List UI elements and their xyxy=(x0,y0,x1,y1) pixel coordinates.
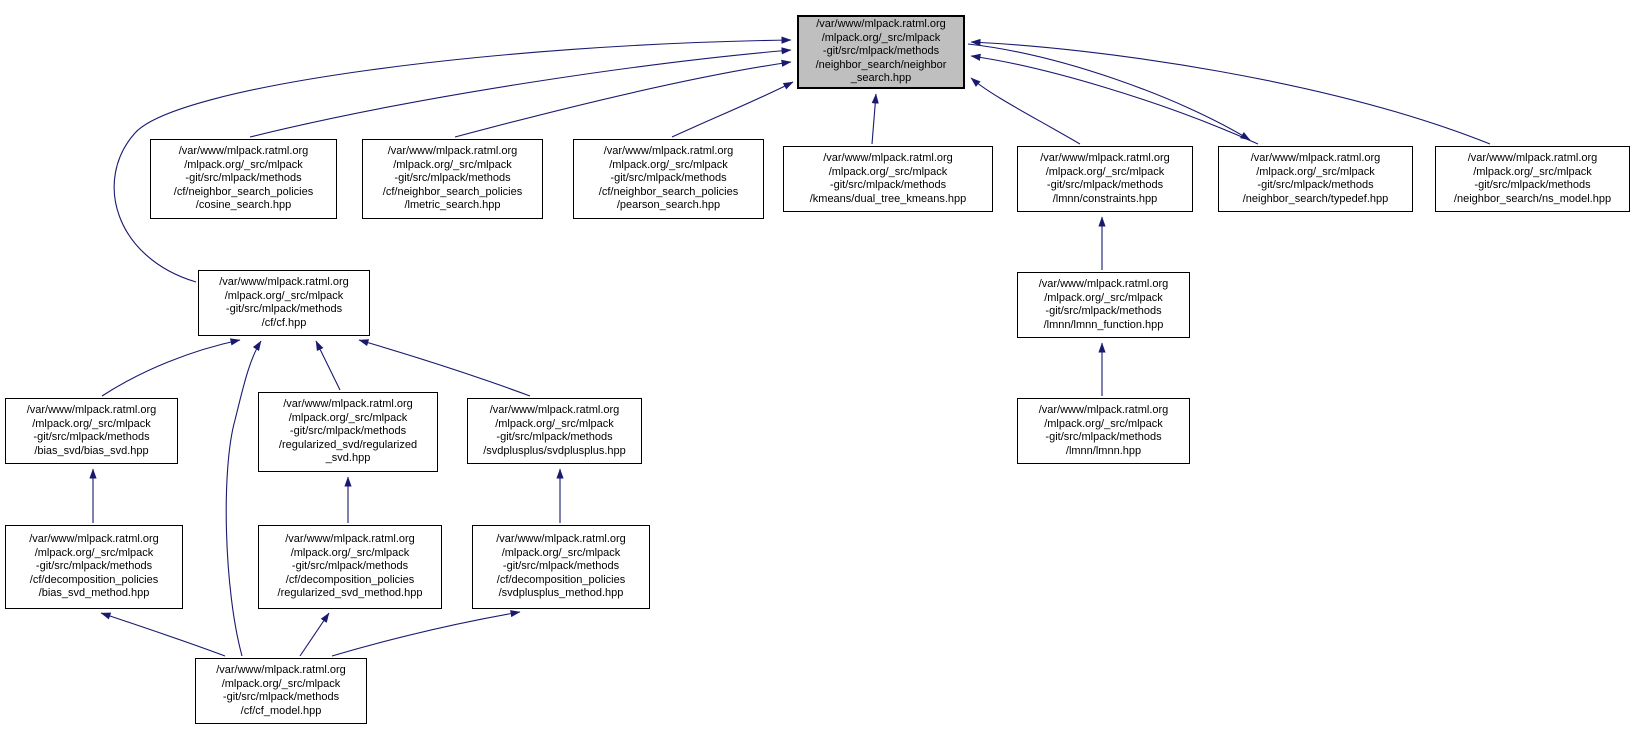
edge-ns_model--neighbor_search xyxy=(971,42,1490,144)
node-label-line: /svdplusplus/svdplusplus.hpp xyxy=(483,444,626,457)
node-label-line: /svdplusplus_method.hpp xyxy=(498,587,624,600)
node-label-line: /mlpack.org/_src/mlpack xyxy=(184,158,303,171)
node-label-line: /cosine_search.hpp xyxy=(195,199,292,212)
node-label-line: /var/www/mlpack.ratml.org xyxy=(496,533,626,546)
node-label-line: -git/src/mlpack/methods xyxy=(1257,179,1374,191)
node-label-line: /neighbor_search/neighbor xyxy=(815,58,947,71)
node-label-line: /bias_svd_method.hpp xyxy=(38,587,150,600)
node-label-line: /mlpack.org/_src/mlpack xyxy=(1473,165,1592,178)
node-label-line: /mlpack.org/_src/mlpack xyxy=(495,417,614,430)
node-label-line: /mlpack.org/_src/mlpack xyxy=(1045,165,1165,178)
graph-node-cf_model[interactable] xyxy=(195,658,367,724)
node-label-line: -git/src/mlpack/methods xyxy=(610,172,727,185)
node-label-line: -git/src/mlpack/methods xyxy=(1046,179,1164,191)
node-label-line: /neighbor_search/ns_model.hpp xyxy=(1453,192,1612,205)
node-label-line: /var/www/mlpack.ratml.org xyxy=(1467,152,1598,164)
node-label-line: /mlpack.org/_src/mlpack xyxy=(821,31,941,44)
node-label-line: /var/www/mlpack.ratml.org xyxy=(285,533,415,546)
node-label-line: /mlpack.org/_src/mlpack xyxy=(34,546,154,559)
node-label-line: /var/www/mlpack.ratml.org xyxy=(823,152,953,164)
node-label-line: /var/www/mlpack.ratml.org xyxy=(489,404,620,416)
node-label-line: /cf/cf.hpp xyxy=(261,316,307,329)
node-label-line: /cf/decomposition_policies xyxy=(496,573,626,586)
edge-typedef--neighbor_search xyxy=(971,56,1258,144)
edge-pearson_search--neighbor_search xyxy=(672,82,793,137)
node-label-line: /var/www/mlpack.ratml.org xyxy=(1038,278,1169,290)
node-label-line: /mlpack.org/_src/mlpack xyxy=(1044,291,1163,304)
node-label-line: -git/src/mlpack/methods xyxy=(1474,179,1591,191)
graph-node-constraints[interactable] xyxy=(1017,146,1193,212)
node-label-line: /var/www/mlpack.ratml.org xyxy=(219,276,349,288)
node-label-line: /var/www/mlpack.ratml.org xyxy=(26,404,157,416)
node-label-line: -git/src/mlpack/methods xyxy=(502,560,620,573)
edge-cf_model--svdplusplus_method xyxy=(332,612,520,656)
node-label-line: /cf/decomposition_policies xyxy=(285,573,415,586)
node-label-line: /mlpack.org/_src/mlpack xyxy=(288,411,408,424)
node-label-line: /var/www/mlpack.ratml.org xyxy=(216,664,346,676)
node-label-line: /mlpack.org/_src/mlpack xyxy=(609,158,728,171)
node-label-line: /cf/neighbor_search_policies xyxy=(382,185,523,198)
node-label-line: -git/src/mlpack/methods xyxy=(829,179,947,191)
node-label-line: /regularized_svd/regularized xyxy=(278,438,418,451)
node-label-line: /mlpack.org/_src/mlpack xyxy=(32,417,151,430)
graph-node-pearson_search[interactable] xyxy=(573,139,764,219)
node-label-line: /neighbor_search/typedef.hpp xyxy=(1242,192,1389,205)
node-label-line: /var/www/mlpack.ratml.org xyxy=(1040,152,1170,164)
graph-node-regularized_svd_method[interactable] xyxy=(258,525,442,609)
edge-cf_model--cf xyxy=(226,341,261,656)
graph-node-ns_model[interactable] xyxy=(1435,146,1630,212)
graph-node-cf[interactable] xyxy=(198,270,370,336)
node-label-line: /mlpack.org/_src/mlpack xyxy=(221,677,341,690)
node-label-line: _search.hpp xyxy=(850,72,912,85)
node-label-line: /mlpack.org/_src/mlpack xyxy=(393,158,512,171)
node-label-line: -git/src/mlpack/methods xyxy=(291,560,409,573)
node-label-line: /mlpack.org/_src/mlpack xyxy=(1256,165,1375,178)
graph-node-lmnn[interactable] xyxy=(1017,398,1190,464)
edge-dual_tree_kmeans--neighbor_search xyxy=(872,94,876,144)
edge-cosine_search--neighbor_search xyxy=(250,50,791,137)
edge-regularized_svd--cf xyxy=(316,341,340,390)
node-label-line: /lmetric_search.hpp xyxy=(404,199,501,212)
node-label-line: /lmnn/lmnn.hpp xyxy=(1065,444,1142,457)
node-label-line: /kmeans/dual_tree_kmeans.hpp xyxy=(809,192,967,205)
graph-node-neighbor_search xyxy=(797,15,965,89)
node-label-line: /var/www/mlpack.ratml.org xyxy=(816,18,946,31)
node-label-line: /mlpack.org/_src/mlpack xyxy=(224,289,344,302)
node-label-line: _svd.hpp xyxy=(325,452,371,465)
node-label-line: /var/www/mlpack.ratml.org xyxy=(1038,404,1169,416)
edge-cf_model--regularized_svd_method xyxy=(300,613,329,656)
node-label-line: /bias_svd/bias_svd.hpp xyxy=(34,444,149,457)
node-label-line: /pearson_search.hpp xyxy=(616,199,721,212)
graph-node-cosine_search[interactable] xyxy=(150,139,337,219)
node-label-line: /cf/neighbor_search_policies xyxy=(598,185,739,198)
node-label-line: -git/src/mlpack/methods xyxy=(35,560,153,573)
node-label-line: /mlpack.org/_src/mlpack xyxy=(501,546,621,559)
node-label-line: -git/src/mlpack/methods xyxy=(822,45,940,58)
node-label-line: -git/src/mlpack/methods xyxy=(289,425,407,438)
edge-lmetric_search--neighbor_search xyxy=(455,62,791,137)
node-label-line: -git/src/mlpack/methods xyxy=(1045,305,1162,317)
node-label-line: /var/www/mlpack.ratml.org xyxy=(178,145,309,158)
node-label-line: /lmnn/lmnn_function.hpp xyxy=(1043,318,1164,331)
graph-node-lmnn_function[interactable] xyxy=(1017,272,1190,338)
edge-cf_model--bias_svd_method xyxy=(101,613,225,656)
graph-node-dual_tree_kmeans[interactable] xyxy=(783,146,993,212)
node-label-line: /cf/neighbor_search_policies xyxy=(173,185,314,198)
node-label-line: -git/src/mlpack/methods xyxy=(185,172,302,185)
node-label-line: -git/src/mlpack/methods xyxy=(394,172,511,185)
node-label-line: /var/www/mlpack.ratml.org xyxy=(603,145,734,158)
edge-neighbor_search--typedef xyxy=(968,44,1250,140)
node-label-line: /var/www/mlpack.ratml.org xyxy=(283,398,413,411)
node-label-line: -git/src/mlpack/methods xyxy=(1045,431,1162,443)
graph-node-bias_svd_method[interactable] xyxy=(5,525,183,609)
graph-node-typedef[interactable] xyxy=(1218,146,1413,212)
graph-node-svdplusplus_method[interactable] xyxy=(472,525,650,609)
node-label-line: /var/www/mlpack.ratml.org xyxy=(387,145,518,158)
edge-bias_svd--cf xyxy=(102,340,240,396)
node-label-line: -git/src/mlpack/methods xyxy=(222,691,340,703)
node-label-line: /var/www/mlpack.ratml.org xyxy=(29,533,159,546)
node-label-line: -git/src/mlpack/methods xyxy=(225,303,343,315)
graph-node-lmetric_search[interactable] xyxy=(362,139,543,219)
node-label-line: /mlpack.org/_src/mlpack xyxy=(1044,417,1163,430)
node-label-line: /var/www/mlpack.ratml.org xyxy=(1250,152,1381,164)
node-label-line: /mlpack.org/_src/mlpack xyxy=(290,546,410,559)
node-label-line: -git/src/mlpack/methods xyxy=(33,431,150,443)
node-label-line: /lmnn/constraints.hpp xyxy=(1052,192,1158,205)
node-label-line: /cf/decomposition_policies xyxy=(29,573,159,586)
node-label-line: /regularized_svd_method.hpp xyxy=(277,587,423,600)
graph-node-svdplusplus[interactable] xyxy=(467,398,642,464)
node-label-line: /mlpack.org/_src/mlpack xyxy=(828,165,948,178)
edge-svdplusplus--cf xyxy=(359,340,530,396)
graph-node-regularized_svd[interactable] xyxy=(258,392,438,472)
node-label-line: -git/src/mlpack/methods xyxy=(496,431,613,443)
node-label-line: /cf/cf_model.hpp xyxy=(240,704,322,717)
graph-node-bias_svd[interactable] xyxy=(5,398,178,464)
edge-constraints--neighbor_search xyxy=(971,78,1080,144)
